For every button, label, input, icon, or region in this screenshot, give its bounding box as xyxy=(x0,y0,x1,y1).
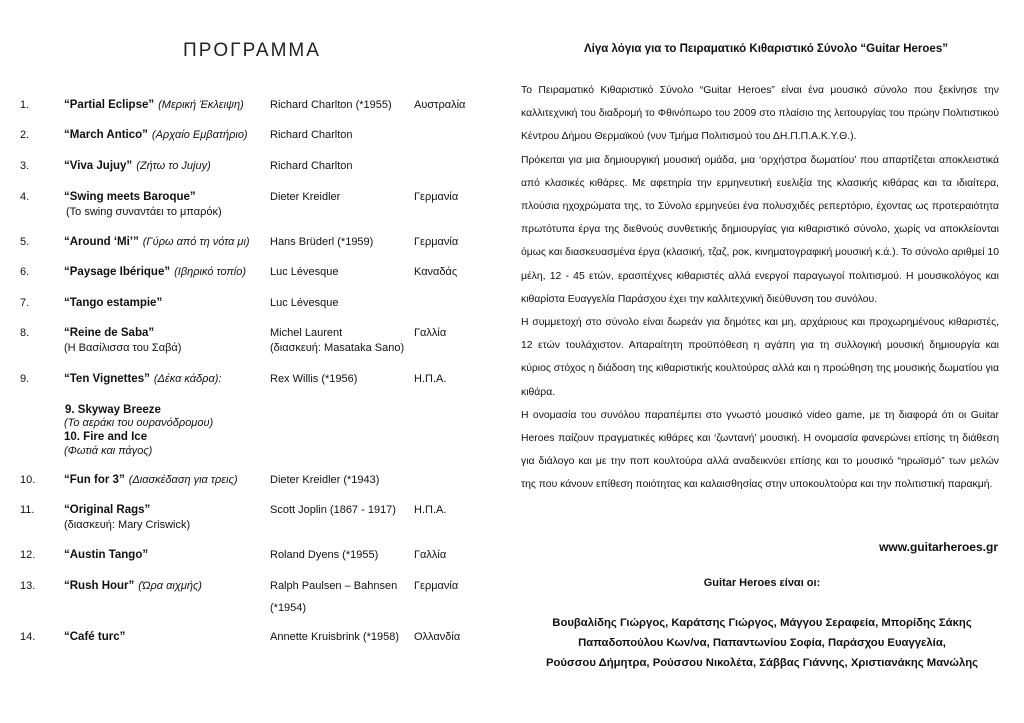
item-title: “Around ‘Mi’” xyxy=(64,236,139,248)
item-country: Γερμανία xyxy=(414,236,459,248)
vignette-title: 9. Skyway Breeze xyxy=(65,404,161,416)
item-title: “March Antico” xyxy=(64,129,148,141)
item-arranger: (διασκευή: Masataka Sano) xyxy=(270,342,405,354)
item-country: Γερμανία xyxy=(414,191,459,203)
item-title: “Rush Hour” xyxy=(64,580,135,592)
item-title: “Austin Tango” xyxy=(64,549,149,561)
item-greek-title: (Αρχαίο Εμβατήριο) xyxy=(151,129,248,141)
item-number: 12. xyxy=(20,549,36,561)
item-country: Γερμανία xyxy=(414,580,459,592)
item-composer: Richard Charlton (*1955) xyxy=(270,99,392,111)
item-country: Γαλλία xyxy=(414,327,447,339)
item-greek-title: (Ώρα αιχμής) xyxy=(138,580,202,592)
about-body xyxy=(521,79,999,497)
item-composer: Hans Brüderl (*1959) xyxy=(270,236,374,248)
item-country: Καναδάς xyxy=(414,266,458,278)
item-number: 11. xyxy=(20,504,35,516)
about-paragraph: Πρόκειται για μια δημιουργική μουσική ομάδα, μια ‘ορχήστρα δωματίου’ που απαρτίζεται αποκλειστικά από κλασικές κιθάρες. Με αφετηρία την ερμηνευτική ευελιξία της κλασικής κιθάρας και τα ιδιαίτερα, πλούσια ηχοχρώματα της, το Σύνολο ερμηνεύει ένα πολυσχιδές ρεπερτόριο, έχοντας ως προτεραιότητα πρωτότυπα έργα της διεθνούς συνθετικής δημιουργίας για κιθαριστικό σύνολο, χωρίς να αποκλείονται όμως και διασκευασμένα έργα (κλασική, τζαζ, ροκ, κινηματογραφική μουσική κ.ά.). Το σύνολο αριθμεί 10 μέλη, 12 - 45 ετών, ερασιτέχνες κιθαριστές αλλά ενεργοί παραγωγοί πολιτισμού. Η μουσικολόγος και κιθαρίστα Ευαγγελία Παράσχου έχει την καλλιτεχνική διεύθυνση του συνόλου. xyxy=(521,154,999,305)
item-composer: Dieter Kreidler (*1943) xyxy=(270,474,380,486)
item-composer: Richard Charlton xyxy=(270,160,353,172)
item-title: “Paysage Ibérique” xyxy=(64,266,171,278)
item-number: 10. xyxy=(20,474,36,486)
item-number: 5. xyxy=(20,236,30,248)
item-composer: Scott Joplin (1867 - 1917) xyxy=(270,504,396,516)
item-country: Αυστραλία xyxy=(414,99,466,111)
item-greek-title: (Μερική Έκλειψη) xyxy=(158,99,244,111)
item-greek-title: (Ζήτω το Jujuy) xyxy=(136,160,211,172)
website-link[interactable]: www.guitarheroes.gr xyxy=(879,540,998,554)
members-heading: Guitar Heroes είναι οι: xyxy=(703,577,821,589)
item-greek-title: (Ιβηρικό τοπίο) xyxy=(174,266,247,278)
item-composer: Ralph Paulsen – Bahnsen xyxy=(270,580,398,592)
item-composer: Richard Charlton xyxy=(270,129,353,141)
members-line: Παπαδοπούλου Κων/να, Παπαντωνίου Σοφία, Παράσχου Ευαγγελία, xyxy=(578,637,946,649)
item-number: 7. xyxy=(20,297,30,309)
vignette-greek: (Φωτιά και πάγος) xyxy=(64,445,153,457)
item-composer: Michel Laurent xyxy=(270,327,343,339)
about-paragraph: Η ονομασία του συνόλου παραπέμπει στο γνωστό μουσικό video game, με τη διαφορά ότι οι Guitar Heroes παίζουν πραγματικές κιθάρες και ‘ζωντανή’ μουσική. Η ονομασία φανερώνει επίσης τη διάθεση για διάλογο και με την ποπ κουλτούρα αλλά αναδεικνύει επίσης και το μουσικό “ηρωϊσμό” των μελών της που κάνουν επίθεση ποιότητας και καλαισθησίας στην υποκουλτούρα και την πολιτιστική παρακμή. xyxy=(521,409,999,491)
item-number: 3. xyxy=(20,160,30,172)
item-number: 8. xyxy=(20,327,30,339)
item-composer: Luc Lévesque xyxy=(270,297,339,309)
about-heading: Λίγα λόγια για το Πειραματικό Κιθαριστικό Σύνολο “Guitar Heroes” xyxy=(584,43,948,55)
item-composer: Roland Dyens (*1955) xyxy=(270,549,379,561)
item-title: “Original Rags” xyxy=(64,504,151,516)
members-line: Βουβαλίδης Γιώργος, Καράτσης Γιώργος, Μάγγου Σεραφεία, Μπορίδης Σάκης xyxy=(552,617,972,629)
members-list xyxy=(512,613,1012,673)
members-line: Ρούσσου Δήμητρα, Ρούσσου Νικολέτα, Σάββας Γιάννης, Χριστιανάκης Μανώλης xyxy=(545,657,979,669)
item-number: 9. xyxy=(20,373,30,385)
item-composer: Dieter Kreidler xyxy=(270,191,341,203)
vignette-greek: (Το αεράκι του ουρανόδρομου) xyxy=(64,417,214,429)
item-title: “Partial Eclipse” xyxy=(64,99,155,111)
program-heading: ΠΡΟΓΡΑΜΜΑ xyxy=(183,40,321,61)
item-composer: Rex Willis (*1956) xyxy=(270,373,358,385)
item-title: “Café turc” xyxy=(64,631,126,643)
item-title: “Fun for 3” xyxy=(64,474,125,486)
item-number: 2. xyxy=(20,129,30,141)
item-number: 4. xyxy=(20,191,30,203)
item-title: “Viva Jujuy” xyxy=(64,160,133,172)
item-title: “Ten Vignettes” xyxy=(64,373,150,385)
item-greek-title: (Διασκέδαση για τρεις) xyxy=(128,474,238,486)
program-panel xyxy=(0,0,500,723)
about-panel xyxy=(512,0,1012,723)
item-number: 13. xyxy=(20,580,36,592)
item-composer: Annette Kruisbrink (*1958) xyxy=(270,631,400,643)
item-composer: Luc Lévesque xyxy=(270,266,339,278)
item-greek-title: (Δέκα κάδρα): xyxy=(153,373,222,385)
item-greek-title: (Η Βασίλισσα του Σαβά) xyxy=(64,342,182,354)
item-greek-title: (Γύρω από τη νότα μι) xyxy=(142,236,250,248)
item-country: Η.Π.Α. xyxy=(414,373,447,385)
item-composer-years: (*1954) xyxy=(270,602,307,614)
item-greek-title: (Το swing συναντάει το μπαρόκ) xyxy=(66,206,222,218)
item-title: “Swing meets Baroque” xyxy=(64,191,196,203)
item-number: 6. xyxy=(20,266,30,278)
item-title: “Reine de Saba” xyxy=(64,327,155,339)
item-arranger: (διασκευή: Mary Criswick) xyxy=(64,519,191,531)
item-country: Γαλλία xyxy=(414,549,447,561)
about-paragraph: Το Πειραματικό Κιθαριστικό Σύνολο “Guitar Heroes” είναι ένα μουσικό σύνολο που ξεκίνησε την καλλιτεχνική του διαδρομή το Φθινόπωρο του 2009 στο πλαίσιο της λειτουργίας του πρώην Πολιτιστικού Κέντρου Δήμου Θερμαϊκού (νυν Τμήμα Πολιτισμού του ΔΗ.Π.Π.Α.Κ.Υ.Θ.). xyxy=(521,85,999,143)
item-number: 1. xyxy=(20,99,30,111)
item-country: Η.Π.Α. xyxy=(414,504,447,516)
about-paragraph: Η συμμετοχή στο σύνολο είναι δωρεάν για δημότες και μη, αρχάριους και προχωρημένους κιθαριστές, 12 ετών τουλάχιστον. Απαραίτητη προϋπόθεση η αγάπη για τη συλλογική μουσική δημιουργία και κύριος στόχος η διάδοση της κιθαριστικής κουλτούρας αλλά και η προώθηση της μουσικής δωματίου για κιθάρα. xyxy=(521,317,999,398)
item-title: “Tango estampie” xyxy=(64,297,163,309)
item-number: 14. xyxy=(20,631,36,643)
item-country: Ολλανδία xyxy=(414,631,461,643)
vignette-title: 10. Fire and Ice xyxy=(64,431,148,443)
